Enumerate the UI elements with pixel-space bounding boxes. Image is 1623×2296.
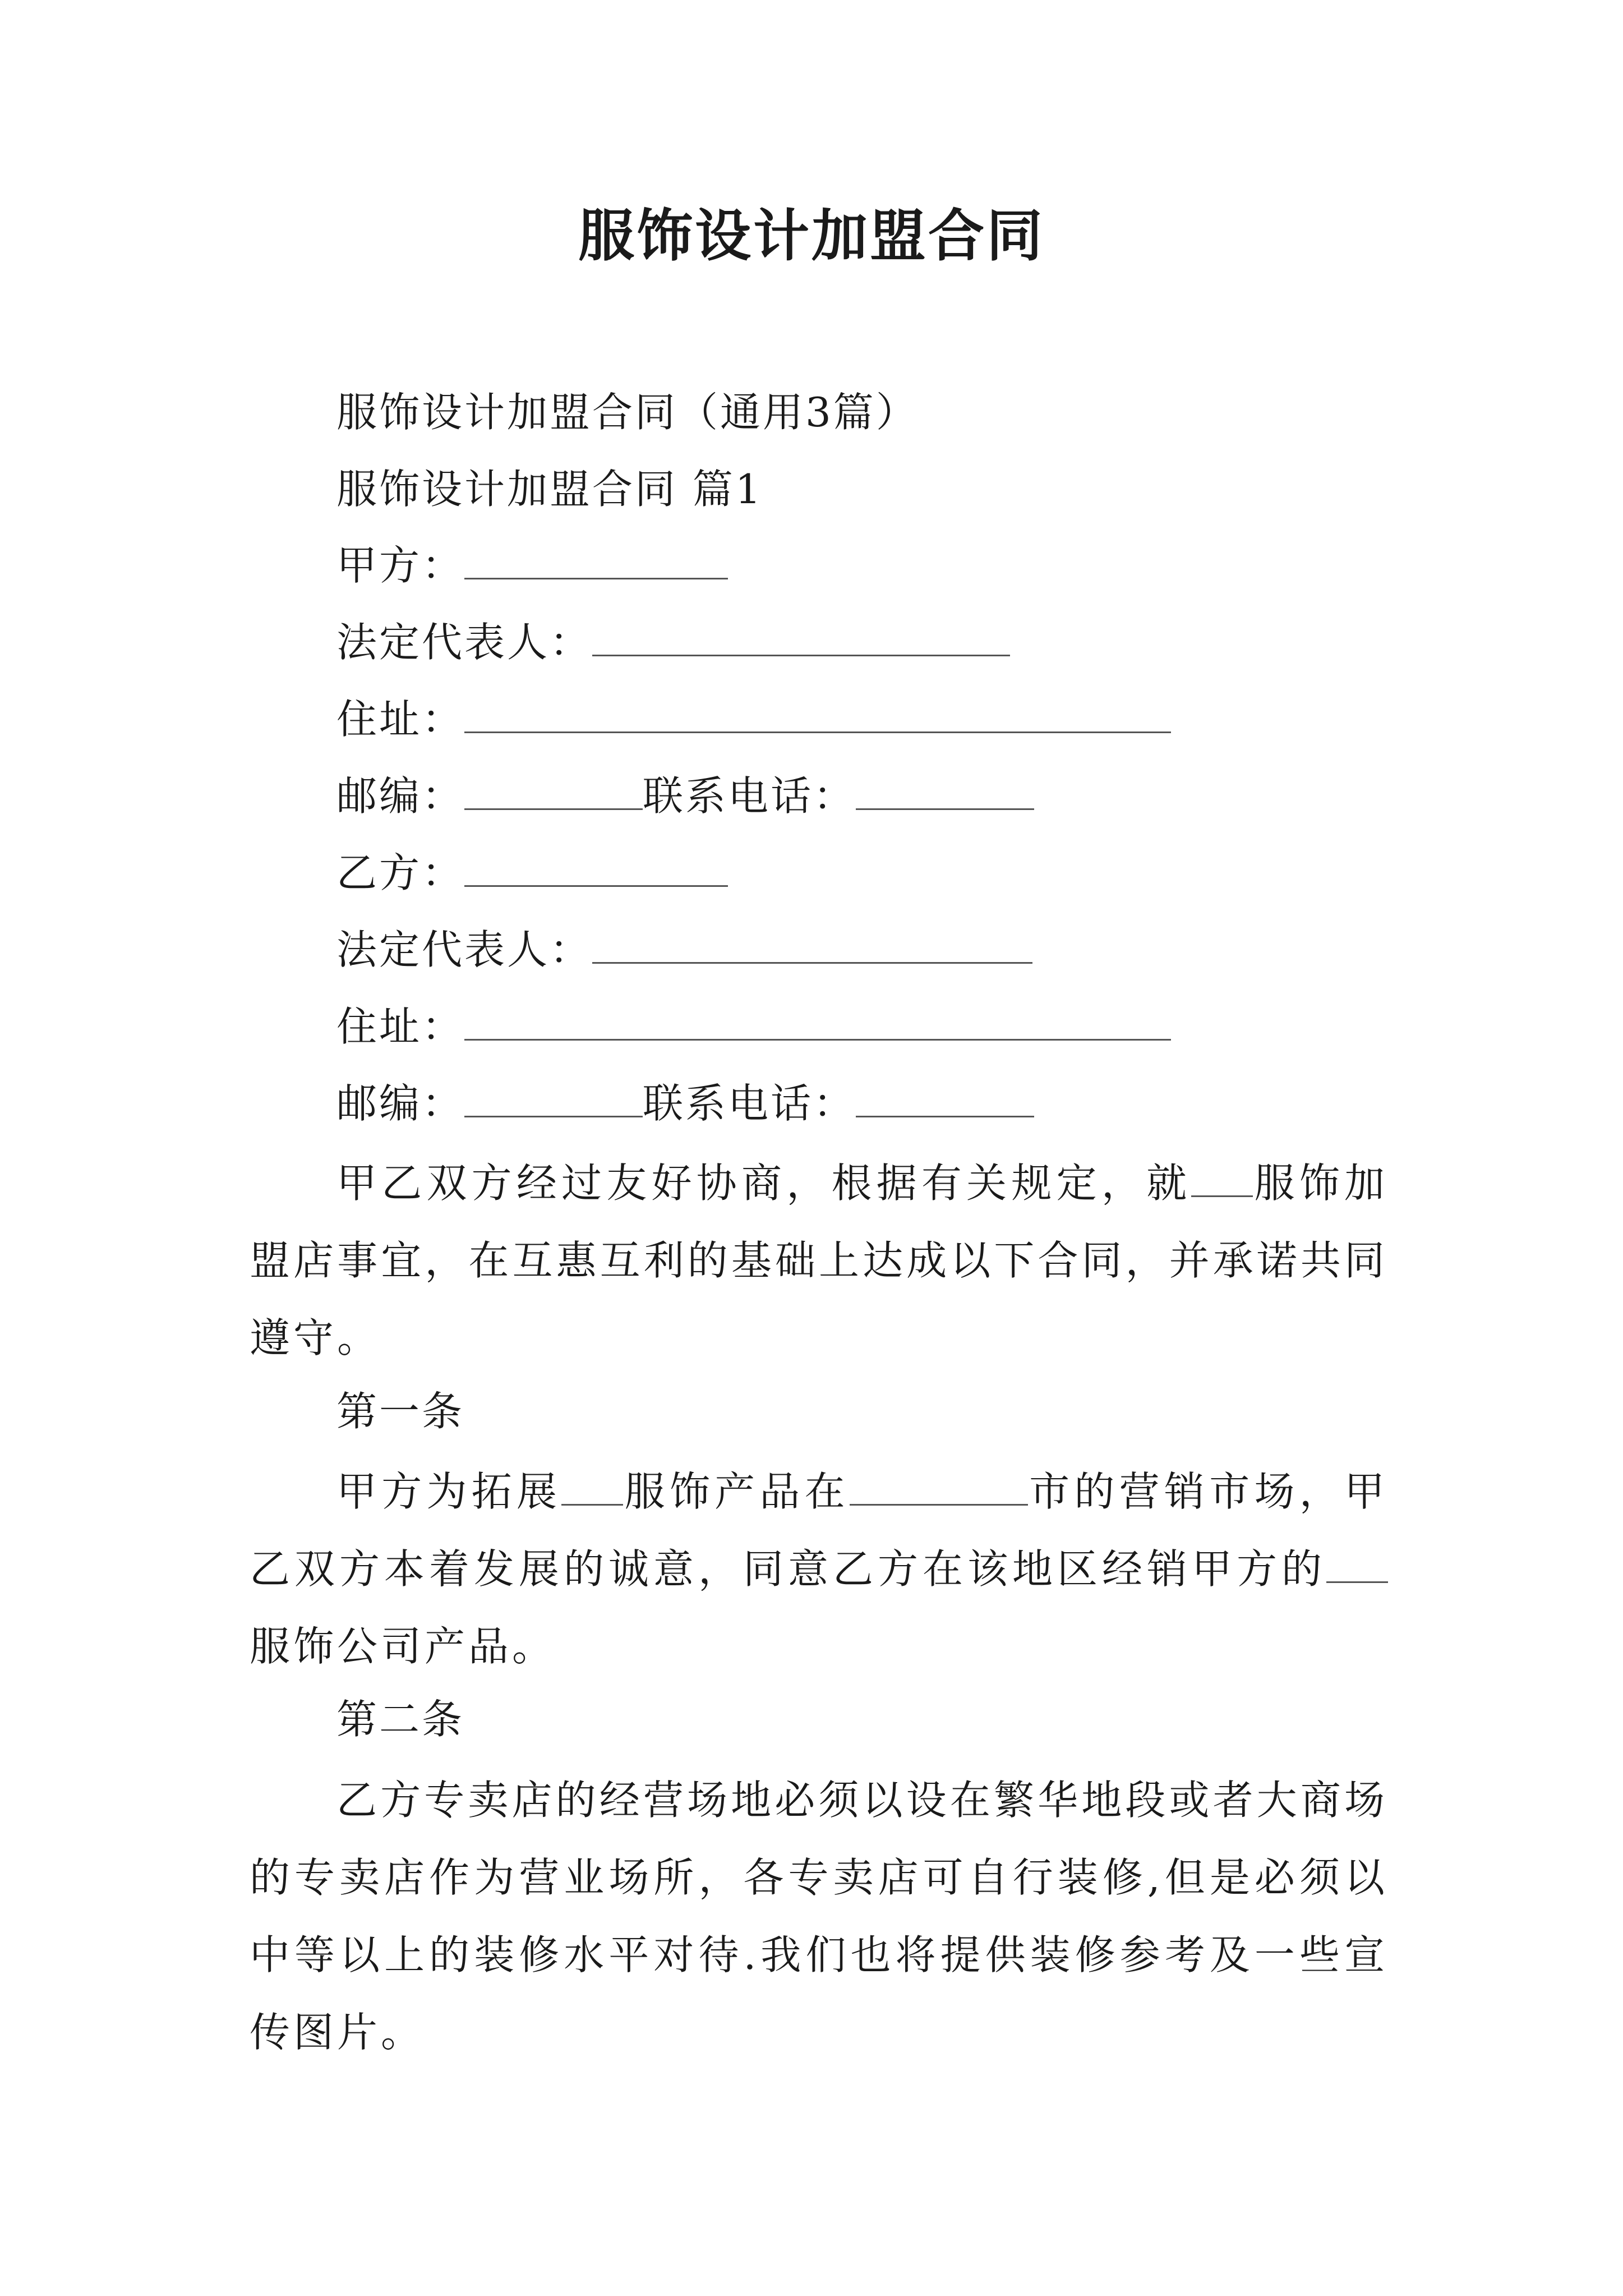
party-a-address-blank[interactable] [464,697,1171,733]
party-a-address-line [336,691,1171,747]
party-a-line [336,537,728,593]
party-b-address-label: 住址： [336,1003,465,1050]
party-b-rep-line [336,922,1032,978]
party-a-contact-line [336,768,1034,824]
party-a-postcode-label: 邮编： [336,772,465,820]
party-a-blank[interactable] [464,543,728,579]
article-1-text-4: 服饰公司产品。 [250,1623,556,1670]
article-1-heading: 第一条 [336,1388,465,1435]
article-2-heading: 第二条 [336,1696,465,1743]
party-b-rep-label: 法定代表人： [336,926,593,973]
party-a-phone-label: 联系电话： [643,772,856,820]
party-b-contact-line [336,1075,1034,1131]
article-1-text-3: 市的营销市场，甲乙双方本着发展的诚意，同意乙方在该地区经销甲方的 [250,1468,1388,1593]
section-heading: 服饰设计加盟合同 篇1 [336,466,763,513]
subtitle: 服饰设计加盟合同（通用3篇） [336,389,919,436]
party-b-address-blank[interactable] [464,1004,1171,1041]
party-a-rep-line [336,614,1010,670]
article-2-paragraph: 乙方专卖店的经营场地必须以设在繁华地段或者大商场的专卖店作为营业场所，各专卖店可自行装修,但是必须以中等以上的装修水平对待.我们也将提供装修参考及一些宣传图片。 [250,1777,1388,2056]
party-a-rep-blank[interactable] [592,620,1010,656]
party-b-postcode-blank[interactable] [464,1081,643,1117]
article-1-paragraph [250,1453,1388,1685]
intro-paragraph [250,1144,1388,1377]
party-a-rep-label: 法定代表人： [336,619,593,666]
brand-blank-1[interactable] [1191,1161,1253,1197]
document-title: 服饰设计加盟合同 [578,203,1045,269]
party-a-address-label: 住址： [336,696,465,743]
intro-text-1: 甲乙双方经过友好协商，根据有关规定，就 [336,1159,1192,1207]
party-b-phone-blank[interactable] [856,1081,1034,1117]
party-b-blank[interactable] [464,850,728,887]
city-blank[interactable] [850,1469,1028,1506]
party-b-phone-label: 联系电话： [643,1080,856,1127]
party-a-phone-blank[interactable] [856,774,1034,810]
brand-blank-3[interactable] [1326,1547,1388,1583]
party-a-label: 甲方： [336,542,465,589]
party-b-postcode-label: 邮编： [336,1080,465,1127]
party-b-rep-blank[interactable] [592,927,1032,964]
party-b-address-line [336,999,1171,1055]
intro-text-2: 服饰加盟店事宜，在互惠互利的基础上达成以下合同，并承诺共同遵守。 [250,1159,1388,1361]
party-b-label: 乙方： [336,849,465,896]
brand-blank-2[interactable] [561,1469,623,1506]
article-1-text-1: 甲方为拓展 [336,1468,562,1515]
party-a-postcode-blank[interactable] [464,774,643,810]
article-1-text-2: 服饰产品在 [623,1468,850,1515]
party-b-line [336,845,728,901]
